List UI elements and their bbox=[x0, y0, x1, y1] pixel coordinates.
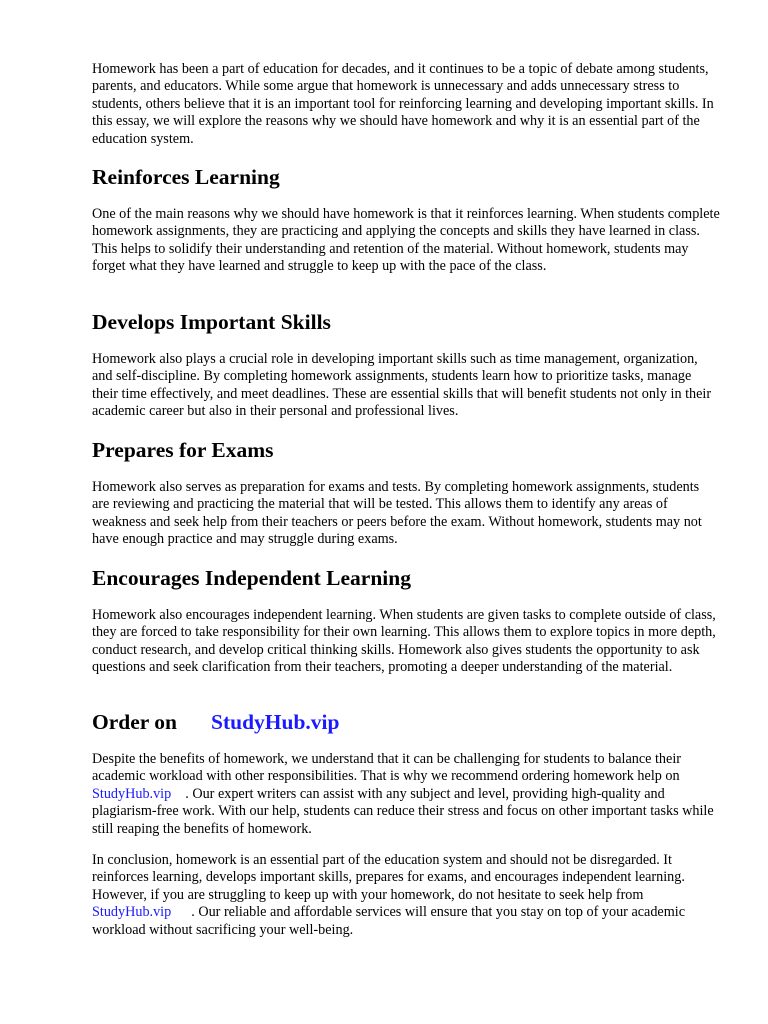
intro-paragraph-block bbox=[92, 61, 720, 148]
section-independent-learning-body bbox=[92, 607, 720, 677]
studyhub-link[interactable]: StudyHub.vip bbox=[92, 785, 172, 802]
section-reinforces-learning-body bbox=[92, 206, 720, 276]
studyhub-link[interactable]: StudyHub.vip bbox=[92, 904, 172, 921]
section-paragraph: Homework also encourages independent learning. When students are given tasks to complete outside of class, they are forced to take responsibility for their own learning. This allows them to explore topics in more depth, conduct research, and develop critical thinking skills. Homework also gives students the opportunity to ask questions and seek clarification from their teachers, promoting a deeper understanding of the material. bbox=[92, 607, 716, 676]
section-heading: Prepares for Exams bbox=[92, 438, 274, 462]
section-reinforces-learning bbox=[92, 164, 720, 190]
order-paragraph-block bbox=[92, 751, 720, 838]
conclusion-paragraph bbox=[92, 852, 720, 939]
section-develops-skills bbox=[92, 309, 720, 335]
order-paragraph-text: Despite the benefits of homework, we understand that it can be challenging for students to balance their academic workload with other responsibilities. That is why we recommend ordering homework help on bbox=[92, 751, 681, 785]
order-paragraph bbox=[92, 751, 720, 838]
conclusion-paragraph-text-after: . Our reliable and affordable services will ensure that you stay on top of your academic workload without sacrificing your well-being. bbox=[92, 904, 685, 938]
order-heading-text: Order on bbox=[92, 710, 178, 734]
section-independent-learning bbox=[92, 565, 720, 591]
studyhub-heading-link[interactable]: StudyHub.vip bbox=[211, 710, 340, 734]
conclusion-paragraph-text: In conclusion, homework is an essential part of the education system and should not be disregarded. It reinforces learning, develops important skills, prepares for exams, and encourages independent learning. However, if you are struggling to keep up with your homework, do not hesitate to seek help from bbox=[92, 852, 685, 903]
order-paragraph-text-after: . Our expert writers can assist with any subject and level, providing high-quality and plagiarism-free work. With our help, students can reduce their stress and focus on other important tasks while still reaping the benefits of homework. bbox=[92, 785, 714, 837]
section-prepares-exams-body bbox=[92, 479, 720, 549]
order-heading bbox=[92, 709, 720, 735]
section-develops-skills-body bbox=[92, 351, 720, 421]
conclusion-paragraph-block bbox=[92, 852, 720, 939]
section-paragraph: One of the main reasons why we should have homework is that it reinforces learning. When students complete homework assignments, they are practicing and applying the concepts and skills they have learned in class. This helps to solidify their understanding and retention of the material. Without homework, students may forget what they have learned and struggle to keep up with the pace of the class. bbox=[92, 206, 720, 275]
section-heading: Reinforces Learning bbox=[92, 165, 280, 189]
section-paragraph: Homework also serves as preparation for exams and tests. By completing homework assignments, students are reviewing and practicing the material that will be tested. This allows them to identify any areas of weakness and seek help from their teachers or peers before the exam. Without homework, students may not have enough practice and may struggle during exams. bbox=[92, 479, 702, 548]
section-prepares-exams bbox=[92, 437, 720, 463]
order-heading-row bbox=[92, 709, 720, 735]
section-heading: Encourages Independent Learning bbox=[92, 566, 411, 590]
intro-paragraph: Homework has been a part of education for decades, and it continues to be a topic of debate among students, parents, and educators. While some argue that homework is unnecessary and adds unnecessary stress to students, others believe that it is an important tool for reinforcing learning and developing important skills. In this essay, we will explore the reasons why we should have homework and why it is an essential part of the education system. bbox=[92, 61, 714, 147]
section-paragraph: Homework also plays a crucial role in developing important skills such as time management, organization, and self-discipline. By completing homework assignments, students learn how to prioritize tasks, manage their time effectively, and meet deadlines. These are essential skills that will benefit students not only in their academic career but also in their personal and professional lives. bbox=[92, 351, 712, 420]
section-heading: Develops Important Skills bbox=[92, 310, 331, 334]
